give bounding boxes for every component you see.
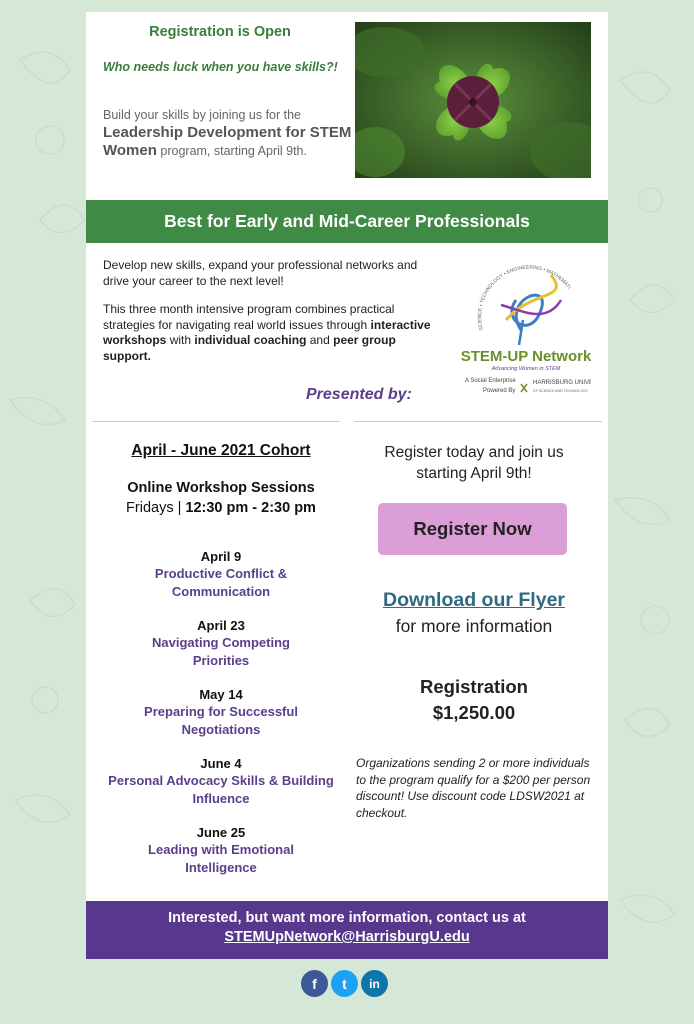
audience-banner: Best for Early and Mid-Career Professionals [86, 200, 608, 243]
desc-workshops: interactive workshops [103, 317, 431, 347]
logo-name: STEM-UP Network [461, 348, 591, 365]
session-date: June 25 [196, 825, 246, 840]
clover-photo [355, 22, 591, 178]
discount-note: Organizations sending 2 or more individuals to the program qualify for a $200 per person discount! Use discount code LDSW2021 at checkout. [356, 756, 591, 820]
divider-left [92, 421, 340, 422]
registration-open-heading: Registration is Open [149, 24, 291, 40]
session-item [86, 686, 356, 739]
session-date: April 23 [197, 618, 245, 633]
logo-university: HARRISBURG UNIV [533, 380, 590, 386]
session-title: Navigating Competing Priorities [152, 635, 290, 668]
session-title: Personal Advocacy Skills & Building Influence [108, 773, 334, 806]
session-title: Preparing for Successful Negotiations [144, 704, 298, 737]
logo-powered-by: Powered By [483, 388, 516, 394]
desc-peer-support: peer group support. [103, 333, 396, 363]
cohort-heading: April - June 2021 Cohort [131, 442, 311, 459]
sessions-day: Fridays | [126, 500, 186, 516]
registration-label: Registration [420, 676, 528, 697]
presented-by: Presented by: [306, 386, 412, 403]
contact-footer [86, 901, 608, 959]
description-paragraph-2 [103, 302, 443, 364]
social-links [301, 970, 388, 997]
intro-suffix: program, starting April 9th. [160, 144, 307, 158]
logo-arc-text: SCIENCE • TECHNOLOGY • ENGINEERING • MATHEMATI [477, 264, 572, 332]
desc-coaching: individual coaching [194, 333, 307, 347]
footer-text: Interested, but want more information, contact us at [168, 910, 526, 926]
divider-right [354, 421, 602, 422]
session-item [86, 755, 356, 808]
intro-text [103, 107, 353, 160]
download-flyer-link[interactable]: Download our Flyer [382, 589, 565, 611]
intro-prefix: Build your skills by joining us for the [103, 108, 302, 122]
desc-p2-start: This three month intensive program combines practical strategies for navigating real world issues through [103, 302, 395, 332]
session-date: May 14 [199, 687, 243, 702]
desc-and: and [309, 333, 330, 347]
session-item [86, 617, 356, 670]
register-now-button[interactable]: Register Now [378, 503, 567, 555]
logo-university-sub: OF SCIENCE AND TECHNOLOGY [533, 389, 588, 393]
stem-up-logo [461, 260, 591, 400]
tagline: Who needs luck when you have skills?! [103, 60, 338, 74]
session-date: April 9 [200, 549, 242, 564]
sessions-title: Online Workshop Sessions [127, 480, 315, 496]
desc-with: with [169, 333, 192, 347]
logo-subtitle: Advancing Women in STEM [491, 366, 561, 372]
session-date: June 4 [200, 756, 242, 771]
session-title: Leading with Emotional Intelligence [148, 842, 294, 875]
session-item [86, 548, 356, 601]
linkedin-icon[interactable]: in [361, 970, 388, 997]
sessions-time [86, 500, 356, 516]
program-name: Leadership Development for STEM Women [103, 124, 352, 159]
contact-email-link[interactable]: STEMUpNetwork@HarrisburgU.edu [224, 929, 470, 945]
session-item [86, 824, 356, 877]
logo-social-enterprise: A Social Enterprise [465, 378, 516, 384]
description-paragraph-1: Develop new skills, expand your professional networks and drive your career to the next level! [103, 258, 418, 288]
session-title: Productive Conflict & Communication [154, 566, 288, 599]
flyer-subtext: for more information [395, 616, 553, 636]
register-prompt: Register today and join us starting April 9th! [384, 444, 564, 482]
facebook-icon[interactable]: f [301, 970, 328, 997]
newsletter-card [86, 12, 608, 959]
twitter-icon[interactable]: t [331, 970, 358, 997]
sessions-hours: 12:30 pm - 2:30 pm [185, 500, 316, 516]
registration-price: $1,250.00 [432, 702, 516, 723]
